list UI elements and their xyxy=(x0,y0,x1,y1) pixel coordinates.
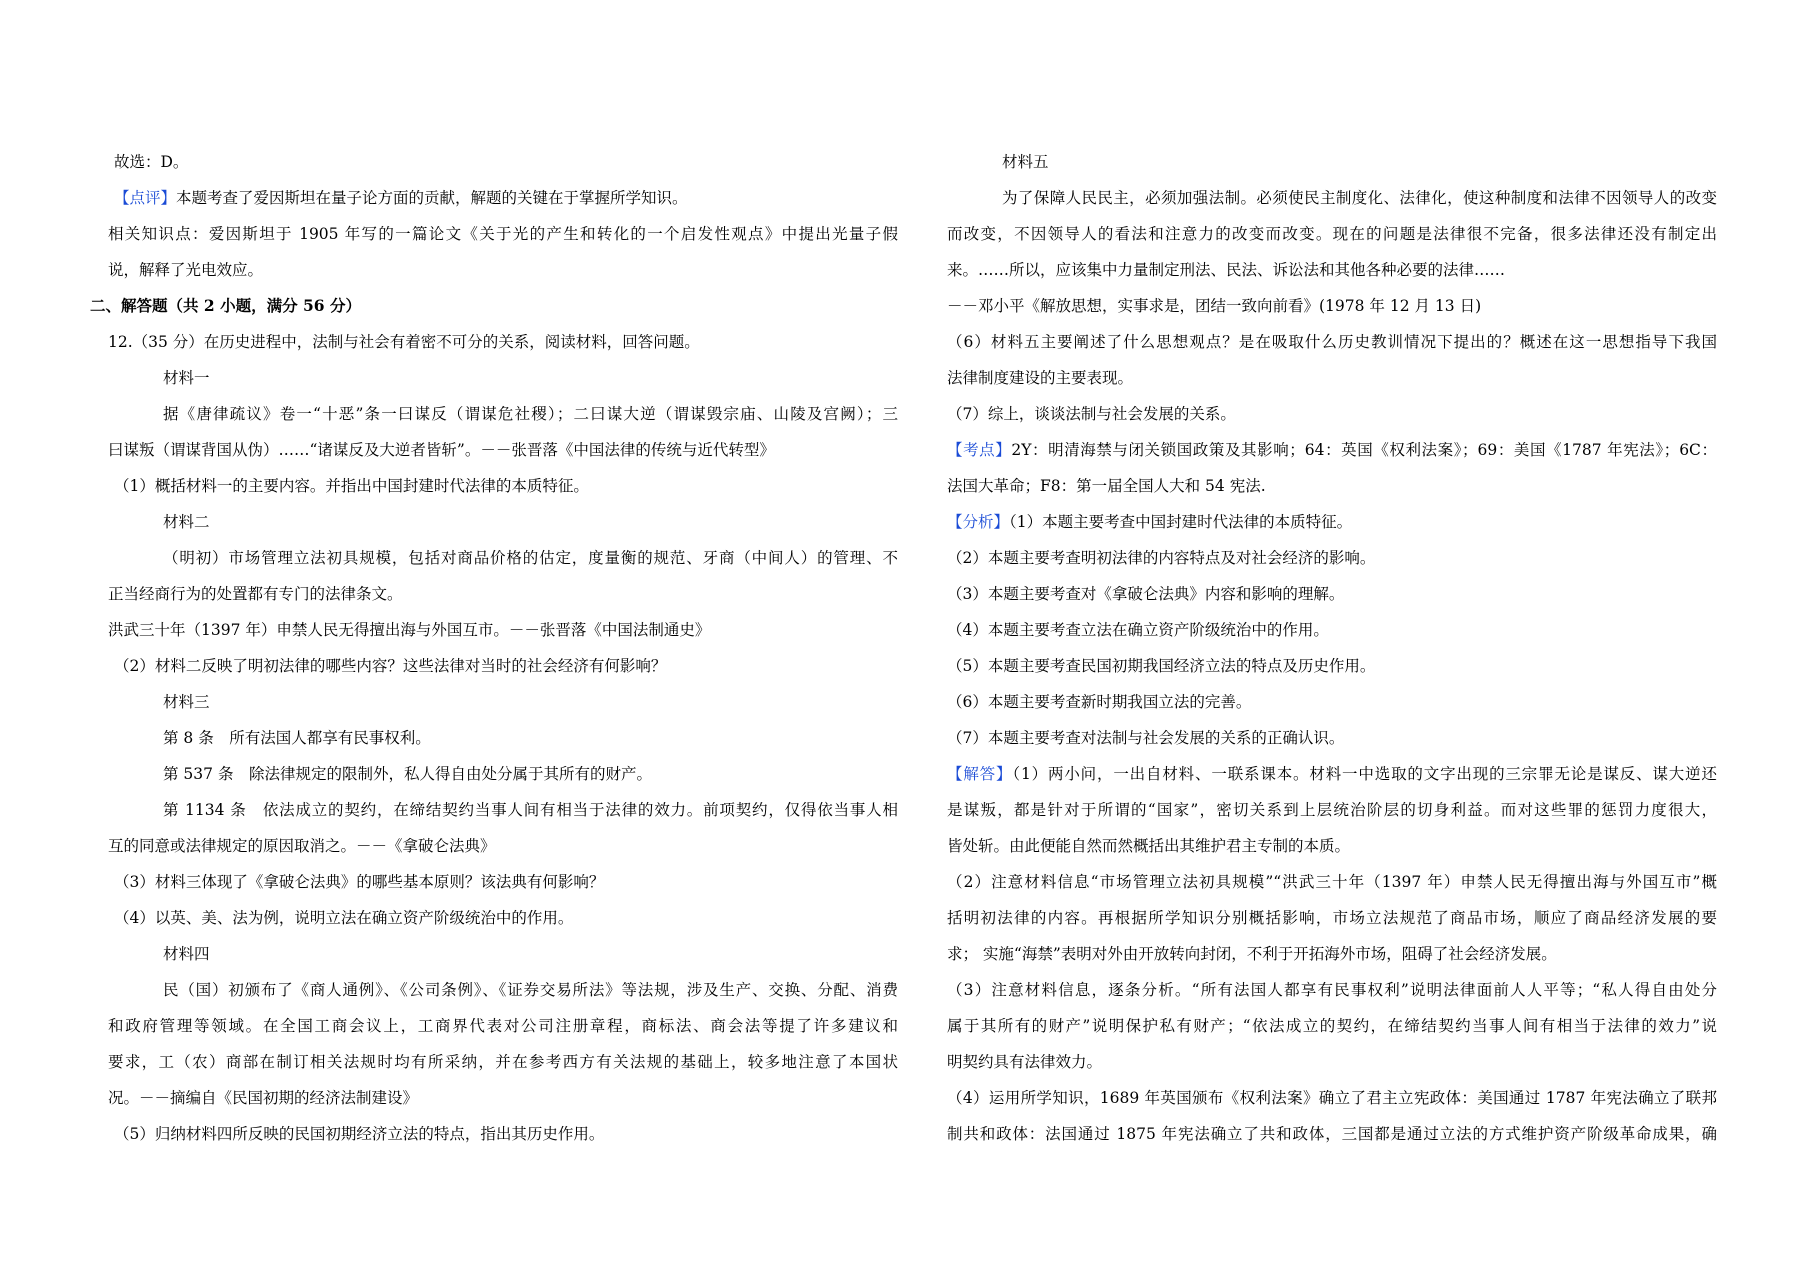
line-text: 求； 实施“海禁”表明对外由开放转向封闭，不利于开拓海外市场，阻碍了社会经济发展。 xyxy=(947,945,1557,963)
line-text: 要求，工（农）商部在制订相关法规时均有所采纳，并在参考西方有关法规的基础上，较多地注意了本国状 xyxy=(108,1053,898,1071)
line-text: 第 537 条 除法律规定的限制外，私人得自由处分属于其所有的财产。 xyxy=(163,765,652,783)
left-text-line xyxy=(108,468,898,504)
left-text-line xyxy=(108,648,898,684)
line-text: 第 1134 条 依法成立的契约，在缔结契约当事人间有相当于法律的效力。前项契约，仅得依当事人相 xyxy=(163,801,898,819)
line-text: （1）概括材料一的主要内容。并指出中国封建时代法律的本质特征。 xyxy=(114,477,589,495)
right-text-line xyxy=(947,540,1717,576)
right-text-line xyxy=(947,936,1717,972)
right-text-line xyxy=(947,180,1717,216)
right-text-line xyxy=(947,396,1717,432)
right-text-line xyxy=(947,432,1717,468)
line-text: （3）材料三体现了《拿破仑法典》的哪些基本原则？该法典有何影响？ xyxy=(114,873,605,891)
left-text-line xyxy=(108,1116,898,1152)
left-text-line xyxy=(108,180,898,216)
line-text: 皆处斩。由此便能自然而然概括出其维护君主专制的本质。 xyxy=(947,837,1351,855)
line-text: 和政府管理等领域。在全国工商会议上，工商界代表对公司注册章程，商标法、商会法等提了许多建议和 xyxy=(108,1017,898,1035)
line-text: 民（国）初颁布了《商人通例》、《公司条例》、《证券交易所法》等法规，涉及生产、交换、分配、消费 xyxy=(163,981,898,999)
right-text-line xyxy=(947,144,1717,180)
section-tag: 【分析】 xyxy=(947,513,1010,531)
left-text-line xyxy=(108,720,898,756)
line-text: 材料一 xyxy=(163,369,210,387)
line-text: （4）运用所学知识，1689 年英国颁布《权利法案》确立了君主立宪政体：美国通过 1787 年宪法确立了联邦 xyxy=(947,1089,1717,1107)
line-text: 括明初法律的内容。再根据所学知识分别概括影响，市场立法规范了商品市场，顺应了商品经济发展的要 xyxy=(947,909,1717,927)
left-text-line xyxy=(108,432,898,468)
right-text-line xyxy=(947,792,1717,828)
left-text-line xyxy=(108,216,898,252)
left-text-line xyxy=(108,612,898,648)
line-text: 相关知识点：爱因斯坦于 1905 年写的一篇论文《关于光的产生和转化的一个启发性观点》中提出光量子假 xyxy=(108,225,898,243)
right-text-line xyxy=(947,828,1717,864)
line-text: （2）材料二反映了明初法律的哪些内容？这些法律对当时的社会经济有何影响？ xyxy=(114,657,667,675)
right-text-line xyxy=(947,756,1717,792)
line-text: 法律制度建设的主要表现。 xyxy=(947,369,1134,387)
line-text: （6）本题主要考查新时期我国立法的完善。 xyxy=(947,693,1252,711)
left-text-line xyxy=(108,324,898,360)
line-text: 明契约具有法律效力。 xyxy=(947,1053,1103,1071)
right-text-line xyxy=(947,468,1717,504)
right-text-line xyxy=(947,900,1717,936)
line-text: 第 8 条 所有法国人都享有民事权利。 xyxy=(163,729,431,747)
line-text: （明初）市场管理立法初具规模，包括对商品价格的估定，度量衡的规范、牙商（中间人）的管理、不 xyxy=(163,549,898,567)
left-text-line xyxy=(108,936,898,972)
line-text: 材料三 xyxy=(163,693,210,711)
line-text: 材料五 xyxy=(1002,153,1049,171)
right-text-line xyxy=(947,1008,1717,1044)
left-text-line xyxy=(108,864,898,900)
line-text: 本题考查了爱因斯坦在量子论方面的贡献，解题的关键在于掌握所学知识。 xyxy=(176,189,688,207)
right-text-line xyxy=(947,1080,1717,1116)
line-text: （1）本题主要考查中国封建时代法律的本质特征。 xyxy=(1009,513,1353,531)
left-column xyxy=(90,144,898,1152)
right-text-line xyxy=(947,612,1717,648)
line-text: 属于其所有的财产”说明保护私有财产；“依法成立的契约，在缔结契约当事人间有相当于法律的效力”说 xyxy=(947,1017,1717,1035)
left-text-line xyxy=(108,252,898,288)
line-text: 曰谋叛（谓谋背国从伪）……“诸谋反及大逆者皆斩”。－－张晋落《中国法律的传统与近代转型》 xyxy=(108,441,775,459)
line-text: （4）以英、美、法为例，说明立法在确立资产阶级统治中的作用。 xyxy=(114,909,574,927)
line-text: （6）材料五主要阐述了什么思想观点？是在吸取什么历史教训情况下提出的？概述在这一思想指导下我国 xyxy=(947,333,1717,351)
left-text-line xyxy=(108,900,898,936)
right-text-line xyxy=(947,1044,1717,1080)
left-text-line xyxy=(108,360,898,396)
line-text: （5）本题主要考查民国初期我国经济立法的特点及历史作用。 xyxy=(947,657,1376,675)
right-text-line xyxy=(947,720,1717,756)
right-text-line xyxy=(947,288,1717,324)
line-text: 互的同意或法律规定的原因取消之。－－《拿破仑法典》 xyxy=(108,837,496,855)
line-text: 材料二 xyxy=(163,513,210,531)
line-text: 况。－－摘编自《民国初期的经济法制建设》 xyxy=(108,1089,419,1107)
left-text-line xyxy=(108,1008,898,1044)
right-text-line xyxy=(947,360,1717,396)
left-text-line xyxy=(108,1044,898,1080)
left-text-line xyxy=(108,576,898,612)
section-tag: 【考点】 xyxy=(947,441,1012,459)
left-text-line xyxy=(108,828,898,864)
line-text: （7）本题主要考查对法制与社会发展的关系的正确认识。 xyxy=(947,729,1345,747)
line-text: （3）本题主要考查对《拿破仑法典》内容和影响的理解。 xyxy=(947,585,1345,603)
line-text: 是谋叛，都是针对于所谓的“国家”，密切关系到上层统治阶层的切身利益。而对这些罪的惩罚力度很大， xyxy=(947,801,1717,819)
left-text-line xyxy=(108,972,898,1008)
line-text: 来。……所以，应该集中力量制定刑法、民法、诉讼法和其他各种必要的法律…… xyxy=(947,261,1506,279)
section-tag: 【解答】 xyxy=(947,765,1013,783)
right-text-line xyxy=(947,504,1717,540)
line-text: （2）本题主要考查明初法律的内容特点及对社会经济的影响。 xyxy=(947,549,1376,567)
right-text-line xyxy=(947,648,1717,684)
line-text: 洪武三十年（1397 年）申禁人民无得擅出海与外国互市。－－张晋落《中国法制通史》 xyxy=(108,621,711,639)
line-text: （2）注意材料信息“市场管理立法初具规模”“洪武三十年（1397 年）申禁人民无得擅出海与外国互市”概 xyxy=(947,873,1717,891)
line-text: 制共和政体：法国通过 1875 年宪法确立了共和政体，三国都是通过立法的方式维护资产阶级革命成果，确 xyxy=(947,1125,1717,1143)
line-text: （1）两小问，一出自材料、一联系课本。材料一中选取的文字出现的三宗罪无论是谋反、谋大逆还 xyxy=(1012,765,1717,783)
left-text-line xyxy=(108,756,898,792)
line-text: （5）归纳材料四所反映的民国初期经济立法的特点，指出其历史作用。 xyxy=(114,1125,605,1143)
right-text-line xyxy=(947,864,1717,900)
left-text-line xyxy=(108,684,898,720)
line-text: 材料四 xyxy=(163,945,210,963)
left-text-line xyxy=(108,792,898,828)
line-text: 为了保障人民民主，必须加强法制。必须使民主制度化、法律化，使这种制度和法律不因领导人的改变 xyxy=(1002,189,1717,207)
left-text-line xyxy=(108,540,898,576)
line-text: 法国大革命；F8：第一届全国人大和 54 宪法. xyxy=(947,477,1266,495)
line-text: 故选：D。 xyxy=(114,153,189,171)
right-column xyxy=(947,144,1717,1152)
line-text: （3）注意材料信息，逐条分析。“所有法国人都享有民事权利”说明法律面前人人平等；“私人得自由处分 xyxy=(947,981,1717,999)
left-text-line xyxy=(108,396,898,432)
line-text: －－邓小平《解放思想，实事求是，团结一致向前看》(1978 年 12 月 13 日) xyxy=(947,297,1482,315)
right-text-line xyxy=(947,1116,1717,1152)
right-text-line xyxy=(947,252,1717,288)
left-text-line xyxy=(108,144,898,180)
line-text: 12.（35 分）在历史进程中，法制与社会有着密不可分的关系，阅读材料，回答问题。 xyxy=(108,333,700,351)
right-text-line xyxy=(947,324,1717,360)
right-text-line xyxy=(947,972,1717,1008)
left-text-line xyxy=(108,1080,898,1116)
right-text-line xyxy=(947,576,1717,612)
left-text-line xyxy=(108,504,898,540)
line-text: 二、解答题（共 2 小题，满分 56 分） xyxy=(90,296,361,315)
line-text: 而改变，不因领导人的看法和注意力的改变而改变。现在的问题是法律很不完备，很多法律还没有制定出 xyxy=(947,225,1717,243)
line-text: （4）本题主要考查立法在确立资产阶级统治中的作用。 xyxy=(947,621,1329,639)
right-text-line xyxy=(947,216,1717,252)
left-text-line xyxy=(90,288,898,324)
line-text: （7）综上，谈谈法制与社会发展的关系。 xyxy=(947,405,1236,423)
line-text: 2Y：明清海禁与闭关锁国政策及其影响；64：英国《权利法案》；69：美国《1787 年宪法》；6C： xyxy=(1011,441,1717,459)
line-text: 正当经商行为的处置都有专门的法律条文。 xyxy=(108,585,403,603)
right-text-line xyxy=(947,684,1717,720)
line-text: 据《唐律疏议》卷一“十恶”条一曰谋反（谓谋危社稷）；二曰谋大逆（谓谋毁宗庙、山陵及宫阙）；三 xyxy=(163,405,898,423)
line-text: 说，解释了光电效应。 xyxy=(108,261,264,279)
section-tag: 【点评】 xyxy=(114,189,177,207)
